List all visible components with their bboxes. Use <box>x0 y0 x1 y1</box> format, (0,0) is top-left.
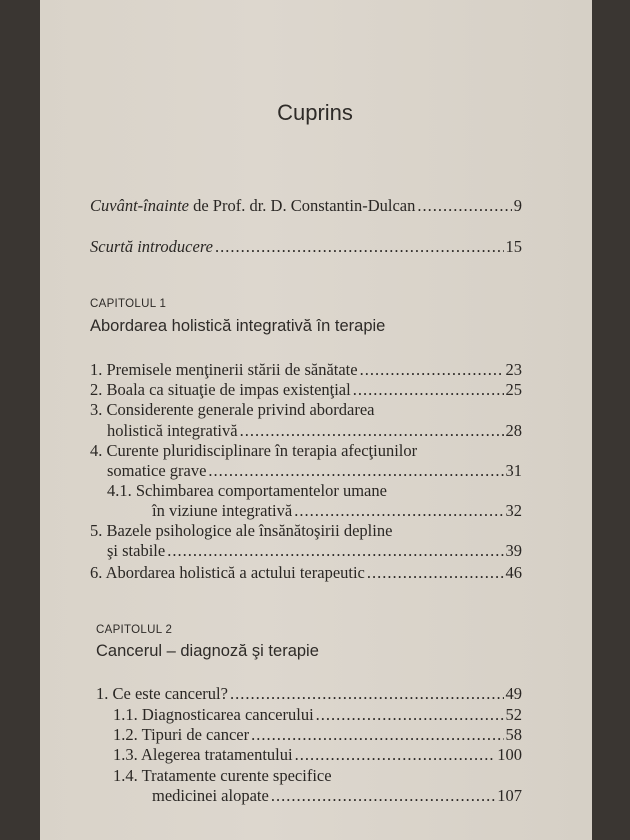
page-number: 31 <box>505 461 522 480</box>
leader-dots <box>230 684 504 704</box>
chapter-label: CAPITOLUL 2 <box>96 624 173 636</box>
toc-entry <box>107 421 522 441</box>
page-number: 52 <box>505 705 522 724</box>
toc-entry-italic: Cuvânt-înainte <box>90 196 189 215</box>
toc-entry <box>90 360 522 380</box>
leader-dots <box>251 725 503 745</box>
leader-dots <box>208 461 503 481</box>
toc-entry-text: şi stabile <box>107 541 166 560</box>
toc-entry-text: 3. Considerente generale privind abordarea <box>90 400 375 419</box>
page-number: 100 <box>497 745 522 764</box>
toc-entry <box>113 745 522 765</box>
toc-entry <box>90 563 522 583</box>
leader-dots <box>367 563 504 583</box>
toc-entry <box>152 786 522 806</box>
leader-dots <box>271 786 495 806</box>
toc-entry-text: holistică integrativă <box>107 421 238 440</box>
toc-entry-foreword <box>90 196 522 216</box>
leader-dots <box>294 501 503 521</box>
leader-dots <box>353 380 504 400</box>
page-number: 9 <box>513 196 522 215</box>
toc-entry <box>152 501 522 521</box>
toc-entry-italic: Scurtă introducere <box>90 237 213 256</box>
toc-entry-text: 1.4. Tratamente curente specifice <box>113 766 332 785</box>
toc-entry-text: 1. Premisele menţinerii stării de sănătate <box>90 360 358 379</box>
leader-dots <box>295 745 496 765</box>
leader-dots <box>417 196 511 216</box>
toc-entry-text: 1. Ce este cancerul? <box>96 684 228 703</box>
toc-entry-text: de Prof. dr. D. Constantin-Dulcan <box>188 196 416 215</box>
toc-entry <box>113 705 522 725</box>
toc-entry-text: medicinei alopate <box>152 786 269 805</box>
page-number: 107 <box>497 786 522 805</box>
toc-entry <box>107 541 522 561</box>
page-number: 49 <box>505 684 522 703</box>
page-number: 15 <box>505 237 522 256</box>
toc-entry <box>96 684 522 704</box>
page-number: 39 <box>505 541 522 560</box>
page-number: 28 <box>505 421 522 440</box>
toc-entry-text: 1.1. Diagnosticarea cancerului <box>113 705 314 724</box>
toc-entry-text: 1.2. Tipuri de cancer <box>113 725 250 744</box>
page-number: 58 <box>505 725 522 744</box>
toc-entry-text: 4. Curente pluridisciplinare în terapia afecţiunilor <box>90 441 418 460</box>
leader-dots <box>215 237 504 257</box>
toc-entry-text: 5. Bazele psihologice ale însănătoşirii depline <box>90 521 393 540</box>
page-number: 32 <box>505 501 522 520</box>
toc-entry <box>107 461 522 481</box>
toc-entry-text: 2. Boala ca situaţie de impas existenţial <box>90 380 351 399</box>
page-number: 23 <box>505 360 522 379</box>
leader-dots <box>167 541 503 561</box>
chapter-title: Abordarea holistică integrativă în terapie <box>90 317 386 335</box>
toc-entry <box>90 380 522 400</box>
chapter-title: Cancerul – diagnoză şi terapie <box>96 642 319 660</box>
leader-dots <box>360 360 504 380</box>
toc-entry-text: 4.1. Schimbarea comportamentelor umane <box>107 481 387 500</box>
leader-dots <box>240 421 504 441</box>
toc-entry-text: în viziune integrativă <box>152 501 293 520</box>
toc-entry-introduction <box>90 237 522 257</box>
leader-dots <box>316 705 504 725</box>
page-title: Cuprins <box>277 100 353 125</box>
chapter-label: CAPITOLUL 1 <box>90 298 167 310</box>
toc-entry-text: somatice grave <box>107 461 207 480</box>
toc-entry <box>113 725 522 745</box>
page-number: 25 <box>505 380 522 399</box>
toc-entry-text: 6. Abordarea holistică a actului terapeutic <box>90 563 365 582</box>
toc-entry-text: 1.3. Alegerea tratamentului <box>113 745 293 764</box>
page-number: 46 <box>505 563 522 582</box>
